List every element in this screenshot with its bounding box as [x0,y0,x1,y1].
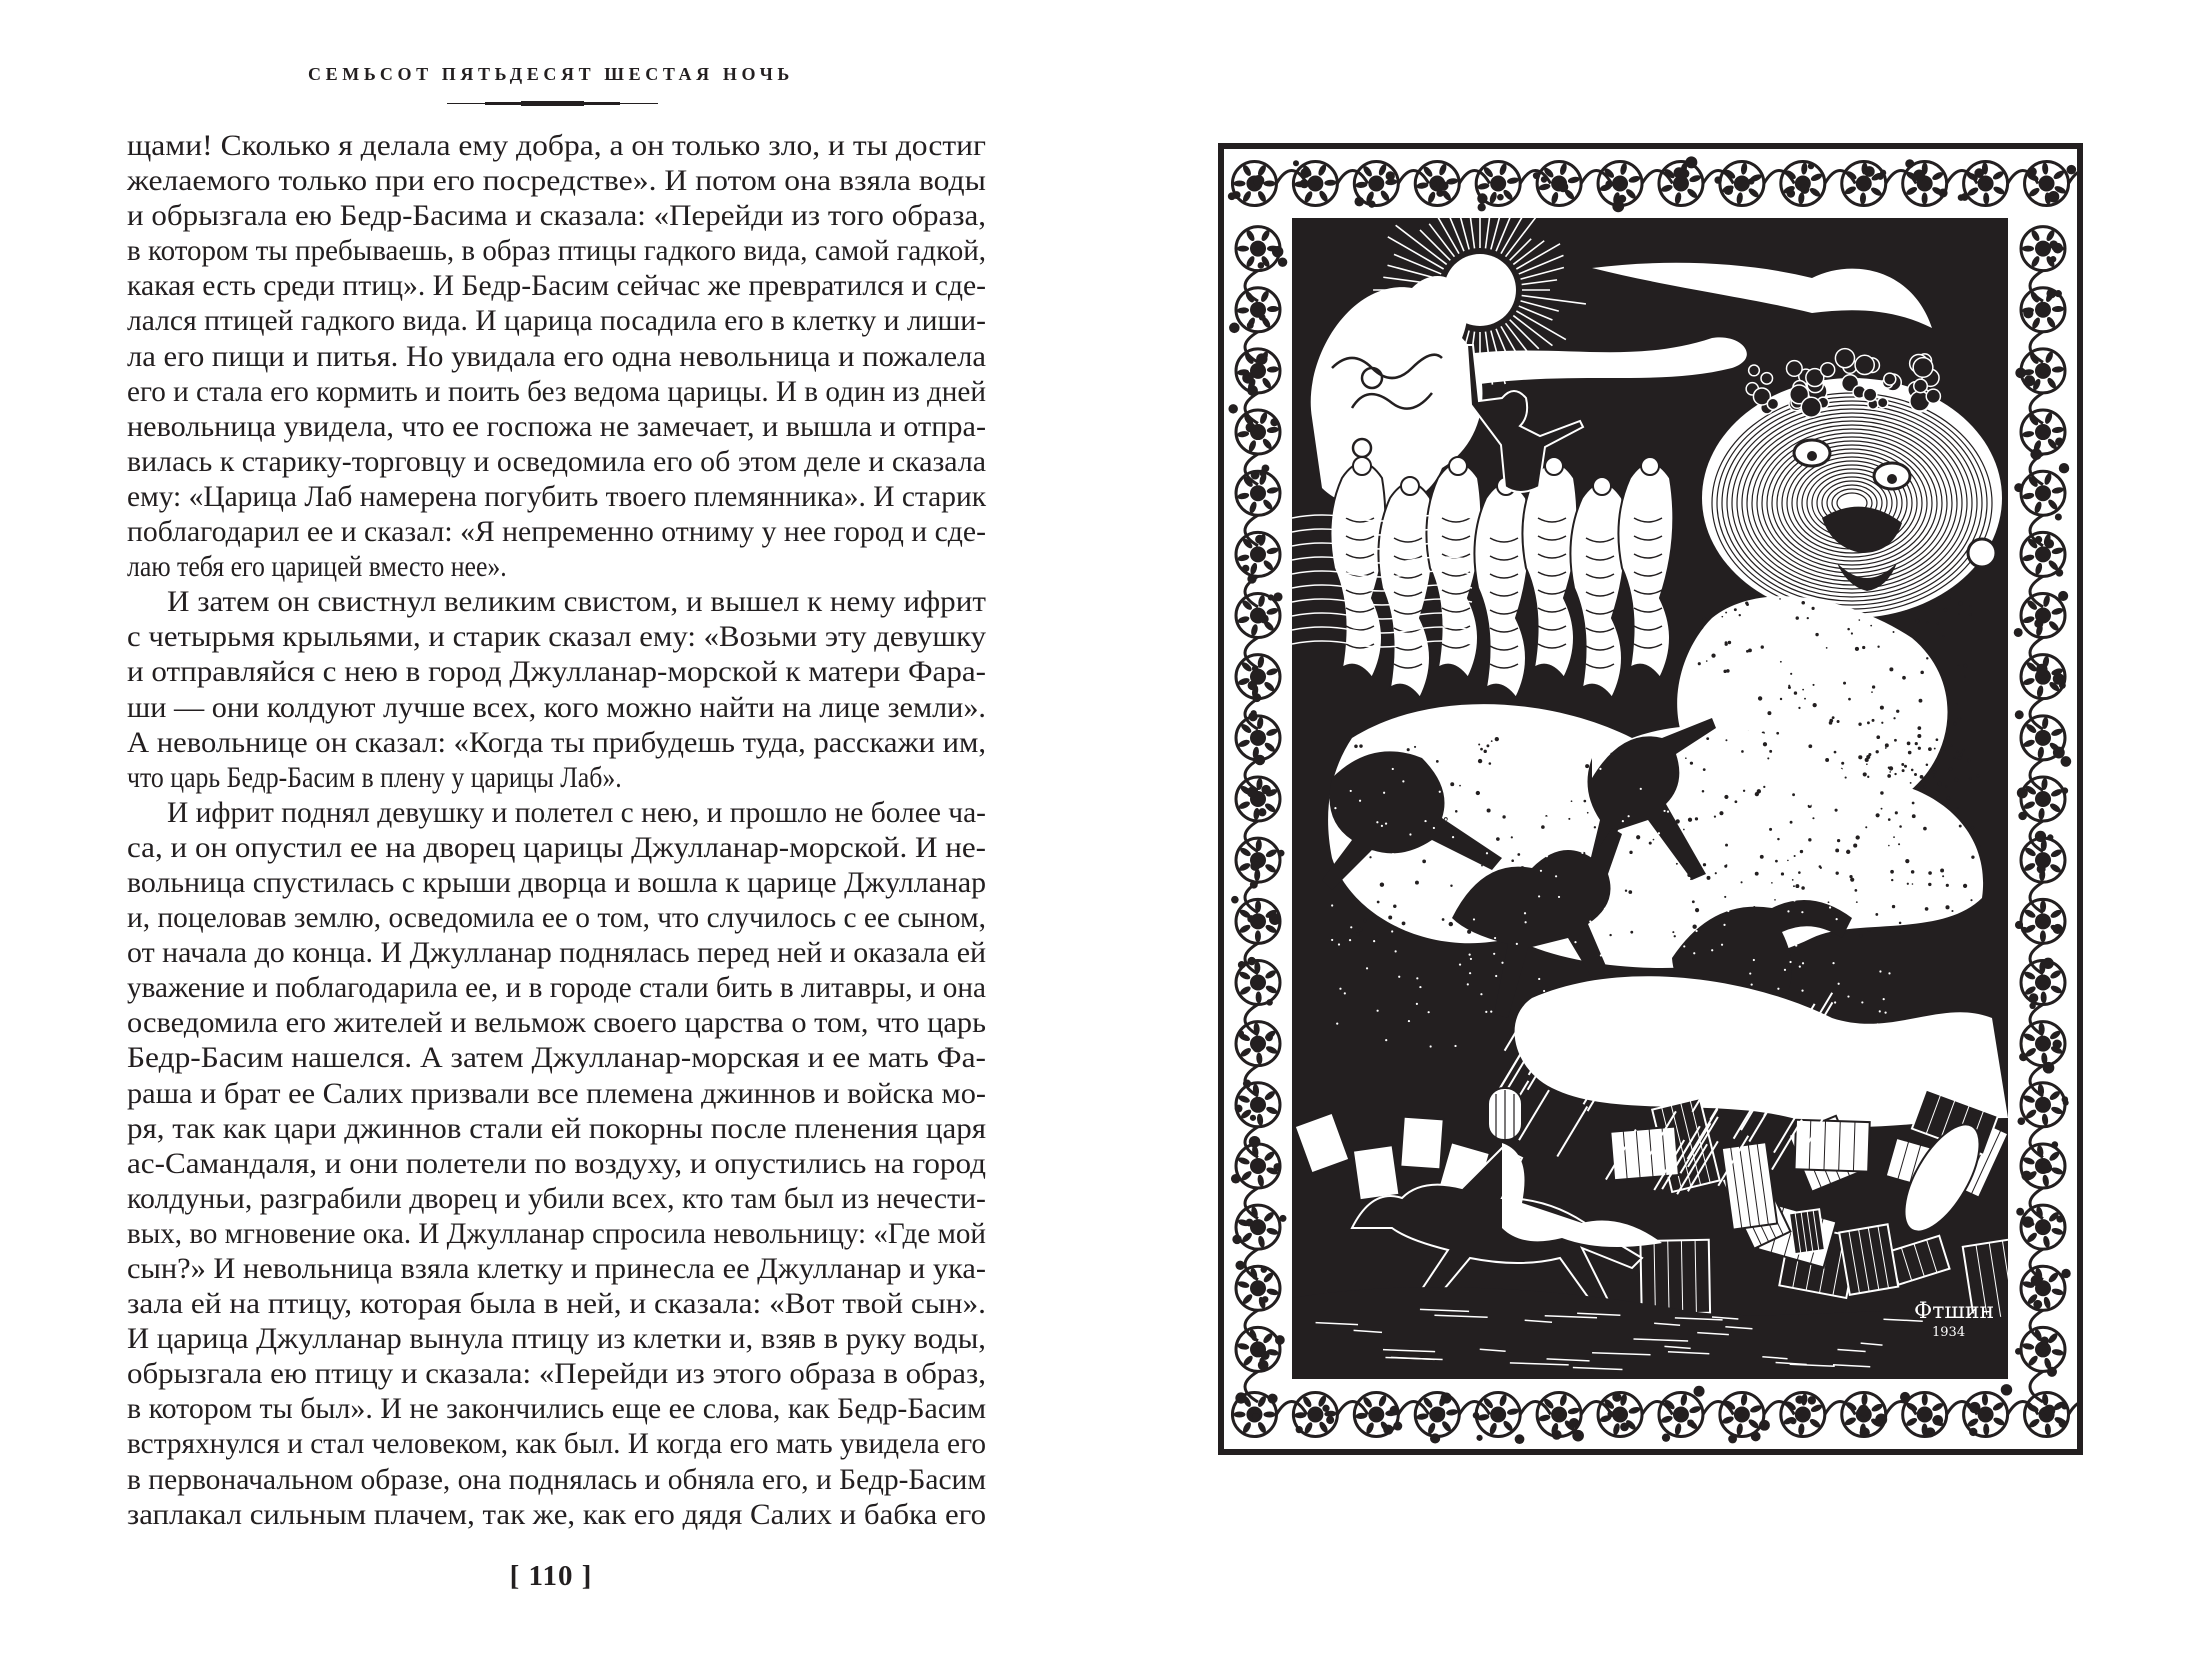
jinn-face [1702,349,2002,618]
text-line: с четырьмя крыльями, и старик сказал ему: «Возьми эту девушку [127,620,987,654]
text-line: вых, во мгновение ока. И Джулланар спросила невольницу: «Где мой [127,1216,986,1250]
illustration [1292,218,2008,1379]
text-line: И царица Джулланар вынула птицу из клетки и, взяв в руку воды, [127,1322,986,1356]
text-line: лался птицей гадкого вида. И царица посадила его в клетку и лиши- [127,304,986,338]
text-line: желаемого только при его посредстве». И потом она взяла воды [127,164,986,198]
flame-streak [1592,263,1932,328]
text-line: осведомила его жителей и вельмож своего царства о том, что царь [127,1006,986,1040]
text-line: зала ей на птицу, которая была в ней, и сказала: «Вот твой сын». [127,1287,986,1321]
text-line: его и стала его кормить и поить без ведома царицы. И в один из дней [127,374,986,408]
text-line: в первоначальном образе, она поднялась и обняла его, и Бедр-Басим [127,1462,987,1496]
header-rule [447,101,658,106]
text-line: и отправляйся с нею в город Джулланар-морской к матери Фара- [127,655,987,689]
text-line: ря, так как цари джиннов стали ей покорны после пленения царя [127,1111,987,1145]
text-line: щами! Сколько я делала ему добра, а он только зло, и ты достиг [127,129,986,162]
text-line: вилась к старику-торговцу и осведомила его об этом деле и сказала [127,444,987,478]
text-line: в котором ты был». И не закончились еще ее слова, как Бедр-Басим [127,1392,987,1426]
text-line: И ифрит поднял девушку и полетел с нею, и прошло не более ча- [167,795,986,829]
text-line: обрызгала ею птицу и сказала: «Перейди из этого образа в образ, [127,1357,986,1391]
text-line: И затем он свистнул великим свистом, и вышел к нему ифрит [167,585,986,619]
text-line: ла его пищи и питья. Но увидала его одна невольница и пожалела [127,339,986,373]
right-page [1102,0,2205,1654]
rider-on-horse [1352,1088,1662,1318]
left-page [0,0,1102,1654]
text-line: поблагодарил ее и сказал: «Я непременно отниму у нее город и сде- [127,515,986,549]
text-line: ши — они колдуют лучше всех, кого можно найти на лице земли». [127,690,986,724]
svg-text:Фтшин: Фтшин [1914,1299,1995,1324]
illustration-artwork [1292,218,2008,1379]
text-line: уважение и поблагодарила ее, и в городе стали бить в литавры, и она [127,971,987,1005]
text-line: раша и брат ее Салих призвали все племена джиннов и войска мо- [127,1076,987,1110]
text-line: лаю тебя его царицей вместо нее». [127,550,507,584]
text-line: са, и он опустил ее на дворец царицы Джулланар-морской. И не- [127,830,987,864]
text-line: и, поцеловав землю, осведомила ее о том, что случилось с ее сыном, [127,901,986,935]
text-line: ас-Самандаля, и они полетели по воздуху, и опустились на город [127,1146,986,1180]
text-line: встряхнулся и стал человеком, как был. И когда его мать увидела его [127,1427,987,1461]
body-text [127,128,986,1532]
text-line: А невольнице он сказал: «Когда ты прибудешь туда, расскажи им, [127,725,987,759]
text-line: Бедр-Басим нашелся. А затем Джулланар-морская и ее мать Фа- [127,1041,986,1075]
text-line: какая есть среди птиц». И Бедр-Басим сейчас же превратился и сде- [127,269,987,303]
svg-text:1934: 1934 [1932,1325,1966,1340]
text-line: заплакал сильным плачем, так же, как его дядя Салих и бабка его [127,1497,987,1531]
text-line: ему: «Царица Лаб намерена погубить твоего племянника». И старик [127,479,987,513]
text-line: невольница увидела, что ее госпожа не замечает, и вышла и отпра- [127,409,987,443]
text-line: от начала до конца. И Джулланар поднялась перед ней и оказала ей [127,936,986,970]
text-line: и обрызгала ею Бедр-Басима и сказала: «Перейди из того образа, [127,199,987,233]
text-line: в котором ты пребываешь, в образ птицы гадкого вида, самой гадкой, [127,234,987,268]
text-line: вольница спустилась с крыши дворца и вошла к царице Джулланар [127,865,987,899]
text-line: что царь Бедр-Басим в плену у царицы Лаб». [127,760,622,794]
page-number: [ 110 ] [509,1560,593,1592]
running-head: СЕМЬСОТ ПЯТЬДЕСЯТ ШЕСТАЯ НОЧЬ [308,64,794,84]
text-line: сын?» И невольница взяла клетку и принесла ее Джулланар и ука- [127,1252,986,1285]
text-line: колдуньи, разграбили дворец и убили всех, кто там был из нечести- [127,1181,986,1215]
